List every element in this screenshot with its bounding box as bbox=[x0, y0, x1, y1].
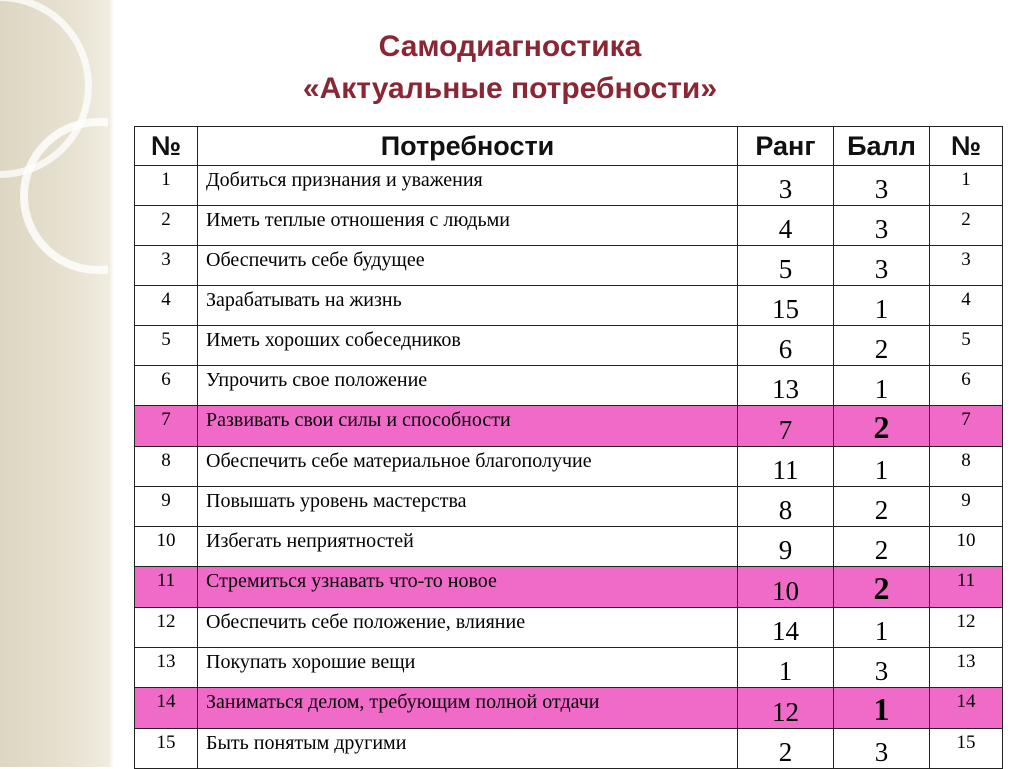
row-number-cell: 2 bbox=[135, 206, 198, 246]
need-text-cell: Повышать уровень мастерства bbox=[198, 487, 738, 527]
header-score: Балл bbox=[834, 127, 930, 166]
table-row bbox=[135, 406, 1003, 447]
side-band-edge bbox=[108, 0, 114, 767]
row-index-cell: 14 bbox=[930, 688, 1003, 729]
row-number-cell: 1 bbox=[135, 166, 198, 206]
rank-cell: 5 bbox=[738, 246, 834, 286]
score-cell: 2 bbox=[834, 567, 930, 608]
decorative-side-band bbox=[0, 0, 108, 767]
rank-cell: 2 bbox=[738, 729, 834, 769]
rank-cell: 12 bbox=[738, 688, 834, 729]
score-cell: 1 bbox=[834, 688, 930, 729]
slide-title-line-1: Самодиагностика bbox=[378, 30, 642, 63]
score-cell: 1 bbox=[834, 366, 930, 406]
row-index-cell: 9 bbox=[930, 487, 1003, 527]
need-text-cell: Упрочить свое положение bbox=[198, 366, 738, 406]
rank-cell: 13 bbox=[738, 366, 834, 406]
row-index-cell: 10 bbox=[930, 527, 1003, 567]
score-cell: 2 bbox=[834, 527, 930, 567]
table-header-row bbox=[135, 127, 1003, 166]
table-row bbox=[135, 608, 1003, 648]
score-cell: 3 bbox=[834, 206, 930, 246]
row-number-cell: 5 bbox=[135, 326, 198, 366]
rank-cell: 9 bbox=[738, 527, 834, 567]
table-row bbox=[135, 567, 1003, 608]
row-number-cell: 11 bbox=[135, 567, 198, 608]
need-text-cell: Иметь хороших собеседников bbox=[198, 326, 738, 366]
row-index-cell: 5 bbox=[930, 326, 1003, 366]
row-number-cell: 12 bbox=[135, 608, 198, 648]
need-text-cell: Стремиться узнавать что-то новое bbox=[198, 567, 738, 608]
row-index-cell: 3 bbox=[930, 246, 1003, 286]
score-cell: 1 bbox=[834, 447, 930, 487]
score-cell: 3 bbox=[834, 648, 930, 688]
score-cell: 1 bbox=[834, 608, 930, 648]
row-number-cell: 13 bbox=[135, 648, 198, 688]
rank-cell: 11 bbox=[738, 447, 834, 487]
table-row bbox=[135, 648, 1003, 688]
table-row bbox=[135, 487, 1003, 527]
table-row bbox=[135, 246, 1003, 286]
row-index-cell: 11 bbox=[930, 567, 1003, 608]
need-text-cell: Покупать хорошие вещи bbox=[198, 648, 738, 688]
row-index-cell: 15 bbox=[930, 729, 1003, 769]
header-number-2: № bbox=[930, 127, 1003, 166]
table-row bbox=[135, 688, 1003, 729]
rank-cell: 6 bbox=[738, 326, 834, 366]
need-text-cell: Быть понятым другими bbox=[198, 729, 738, 769]
rank-cell: 1 bbox=[738, 648, 834, 688]
row-number-cell: 8 bbox=[135, 447, 198, 487]
table-row bbox=[135, 166, 1003, 206]
table-row bbox=[135, 729, 1003, 769]
need-text-cell: Обеспечить себе будущее bbox=[198, 246, 738, 286]
row-index-cell: 7 bbox=[930, 406, 1003, 447]
row-number-cell: 7 bbox=[135, 406, 198, 447]
table-row bbox=[135, 326, 1003, 366]
table-row bbox=[135, 286, 1003, 326]
rank-cell: 3 bbox=[738, 166, 834, 206]
score-cell: 1 bbox=[834, 286, 930, 326]
needs-table bbox=[134, 126, 1003, 769]
table-row bbox=[135, 206, 1003, 246]
header-number: № bbox=[135, 127, 198, 166]
score-cell: 2 bbox=[834, 406, 930, 447]
header-needs: Потребности bbox=[198, 127, 738, 166]
need-text-cell: Заниматься делом, требующим полной отдачи bbox=[198, 688, 738, 729]
table-body bbox=[135, 166, 1003, 769]
rank-cell: 10 bbox=[738, 567, 834, 608]
table-row bbox=[135, 366, 1003, 406]
row-number-cell: 9 bbox=[135, 487, 198, 527]
score-cell: 3 bbox=[834, 246, 930, 286]
row-number-cell: 3 bbox=[135, 246, 198, 286]
header-rank: Ранг bbox=[738, 127, 834, 166]
need-text-cell: Избегать неприятностей bbox=[198, 527, 738, 567]
rank-cell: 15 bbox=[738, 286, 834, 326]
score-cell: 3 bbox=[834, 166, 930, 206]
rank-cell: 8 bbox=[738, 487, 834, 527]
table-row bbox=[135, 447, 1003, 487]
need-text-cell: Обеспечить себе материальное благополучие bbox=[198, 447, 738, 487]
row-index-cell: 13 bbox=[930, 648, 1003, 688]
table-row bbox=[135, 527, 1003, 567]
rank-cell: 4 bbox=[738, 206, 834, 246]
score-cell: 3 bbox=[834, 729, 930, 769]
rank-cell: 14 bbox=[738, 608, 834, 648]
row-number-cell: 6 bbox=[135, 366, 198, 406]
slide-title-line-2: «Актуальные потребности» bbox=[302, 72, 718, 105]
row-index-cell: 8 bbox=[930, 447, 1003, 487]
rank-cell: 7 bbox=[738, 406, 834, 447]
need-text-cell: Обеспечить себе положение, влияние bbox=[198, 608, 738, 648]
row-index-cell: 12 bbox=[930, 608, 1003, 648]
need-text-cell: Развивать свои силы и способности bbox=[198, 406, 738, 447]
row-number-cell: 4 bbox=[135, 286, 198, 326]
score-cell: 2 bbox=[834, 326, 930, 366]
row-index-cell: 1 bbox=[930, 166, 1003, 206]
need-text-cell: Иметь теплые отношения с людьми bbox=[198, 206, 738, 246]
need-text-cell: Зарабатывать на жизнь bbox=[198, 286, 738, 326]
need-text-cell: Добиться признания и уважения bbox=[198, 166, 738, 206]
row-index-cell: 6 bbox=[930, 366, 1003, 406]
row-number-cell: 10 bbox=[135, 527, 198, 567]
row-index-cell: 2 bbox=[930, 206, 1003, 246]
row-number-cell: 15 bbox=[135, 729, 198, 769]
score-cell: 2 bbox=[834, 487, 930, 527]
row-index-cell: 4 bbox=[930, 286, 1003, 326]
row-number-cell: 14 bbox=[135, 688, 198, 729]
